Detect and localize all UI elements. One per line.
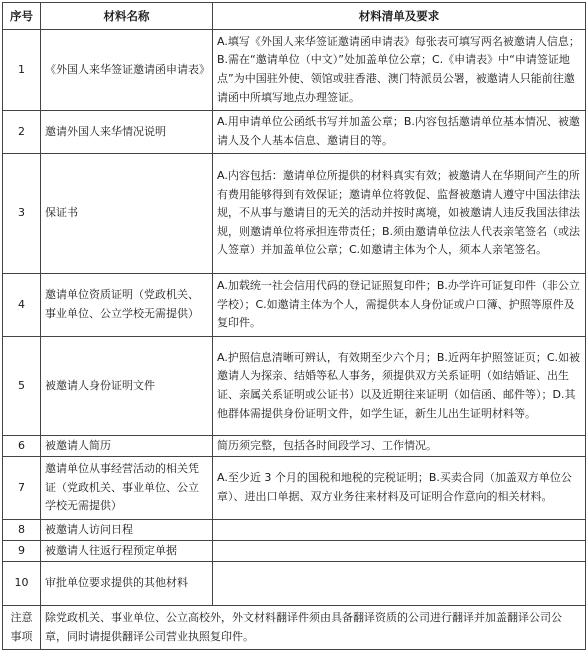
material-requirements: A.至少近 3 个月的国税和地税的完税证明；B.买卖合同（加盖双方单位公章）、进出口单据、双方业务往来材料及可证明合作意向的相关材料。 xyxy=(213,457,586,520)
material-name: 《外国人来华签证邀请函申请表》 xyxy=(41,30,213,111)
table-row xyxy=(3,457,586,520)
materials-table xyxy=(2,2,586,650)
material-requirements: A.护照信息清晰可辨认，有效期至少六个月；B.近两年护照签证页；C.如被邀请人为探亲、结婚等私人事务，须提供双方关系证明（如结婚证、出生证、亲属关系证明或公证书）以及近期往来证明（如信函、邮件等）；D.其他群体需提供身份证明文件，如学生证，新生儿出生证明材料等。 xyxy=(213,337,586,436)
table-row xyxy=(3,562,586,606)
material-name: 被邀请人访问日程 xyxy=(41,520,213,541)
material-name: 审批单位要求提供的其他材料 xyxy=(41,562,213,606)
table-row xyxy=(3,337,586,436)
header-no: 序号 xyxy=(3,3,41,30)
header-row xyxy=(3,3,586,30)
header-requirements: 材料清单及要求 xyxy=(213,3,586,30)
row-number: 5 xyxy=(3,337,41,436)
table-row xyxy=(3,436,586,457)
note-label: 注意事项 xyxy=(3,606,41,650)
note-text: 除党政机关、事业单位、公立高校外，外文材料翻译件须由具备翻译资质的公司进行翻译并加盖翻译公司公章，同时请提供翻译公司营业执照复印件。 xyxy=(41,606,586,650)
table-row xyxy=(3,111,586,154)
material-name: 被邀请人身份证明文件 xyxy=(41,337,213,436)
row-number: 9 xyxy=(3,541,41,562)
row-number: 1 xyxy=(3,30,41,111)
material-name: 邀请外国人来华情况说明 xyxy=(41,111,213,154)
material-requirements xyxy=(213,562,586,606)
material-requirements: A.用申请单位公函纸书写并加盖公章；B.内容包括邀请单位基本情况、被邀请人及个人基本信息、邀请目的等。 xyxy=(213,111,586,154)
table-row xyxy=(3,541,586,562)
material-name: 保证书 xyxy=(41,154,213,274)
row-number: 10 xyxy=(3,562,41,606)
material-requirements: A.填写《外国人来华签证邀请函申请表》每张表可填写两名被邀请人信息；B.需在“邀请单位（中文）”处加盖单位公章；C.《申请表》中“申请签证地点”为中国驻外使、领馆或驻香港、澳门特派员公署，被邀请人只能前往邀请函中所填写地点办理签证。 xyxy=(213,30,586,111)
header-name: 材料名称 xyxy=(41,3,213,30)
material-name: 邀请单位从事经营活动的相关凭证（党政机关、事业单位、公立学校无需提供） xyxy=(41,457,213,520)
row-number: 3 xyxy=(3,154,41,274)
row-number: 2 xyxy=(3,111,41,154)
material-requirements xyxy=(213,541,586,562)
table-row xyxy=(3,30,586,111)
material-requirements: A.加载统一社会信用代码的登记证照复印件；B.办学许可证复印件（非公立学校）；C.如邀请主体为个人，需提供本人身份证或户口簿、护照等原件及复印件。 xyxy=(213,274,586,337)
table-row xyxy=(3,274,586,337)
row-number: 7 xyxy=(3,457,41,520)
table-row xyxy=(3,520,586,541)
material-name: 被邀请人往返行程预定单据 xyxy=(41,541,213,562)
material-name: 邀请单位资质证明（党政机关、事业单位、公立学校无需提供） xyxy=(41,274,213,337)
table-row xyxy=(3,154,586,274)
material-requirements: 简历须完整，包括各时间段学习、工作情况。 xyxy=(213,436,586,457)
row-number: 8 xyxy=(3,520,41,541)
row-number: 6 xyxy=(3,436,41,457)
row-number: 4 xyxy=(3,274,41,337)
material-requirements: A.内容包括：邀请单位所提供的材料真实有效；被邀请人在华期间产生的所有费用能够得到有效保证；邀请单位将敦促、监督被邀请人遵守中国法律法规，不从事与邀请目的无关的活动并按时离境，如被邀请人违反我国法律法规，则邀请单位将承担连带责任；B.须由邀请单位法人代表亲笔签名（或法人签章）并加盖单位公章；C.如邀请主体为个人，须本人亲笔签名。 xyxy=(213,154,586,274)
note-row xyxy=(3,606,586,650)
material-requirements xyxy=(213,520,586,541)
material-name: 被邀请人简历 xyxy=(41,436,213,457)
